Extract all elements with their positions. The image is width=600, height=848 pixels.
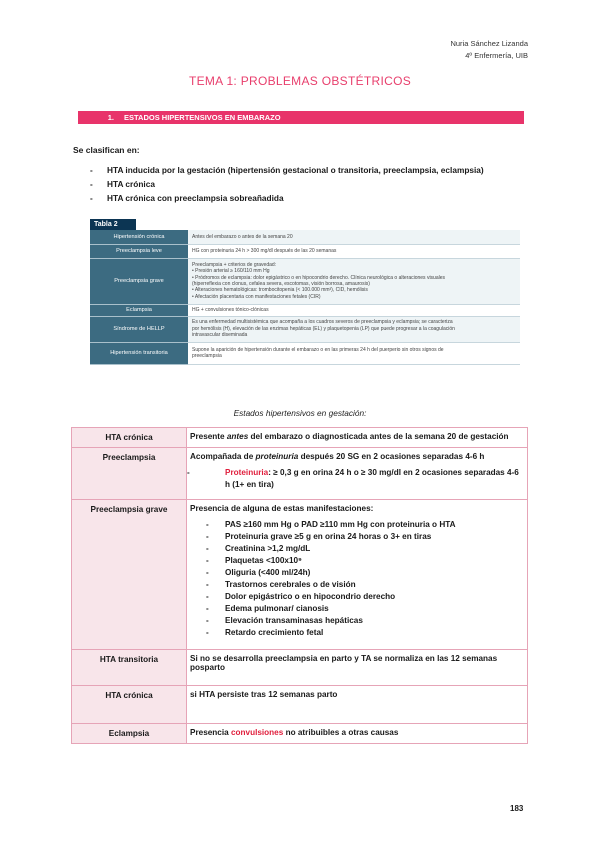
page-number: 183 — [510, 804, 524, 813]
row-label: Hipertensión transitoria — [90, 342, 188, 364]
table-row — [72, 650, 528, 686]
list-item: - Proteinuria grave ≥5 g en orina 24 horas o 3+ en tiras — [206, 532, 432, 541]
row-value: Presencia convulsiones no atribuibles a otras causas — [187, 724, 528, 744]
row-value: Acompañada de proteinuria después 20 SG en 2 ocasiones separadas 4-6 h - Proteinuria: ≥ 0,3 g en orina 24 h o ≥ 30 mg/dl en 2 ocasiones separadas 4-6 h (1+ en tira) — [187, 448, 528, 500]
list-item: - PAS ≥160 mm Hg o PAD ≥110 mm Hg con proteinuria o HTA — [206, 520, 456, 529]
row-value: Si no se desarrolla preeclampsia en parto y TA se normaliza en las 12 semanas posparto — [187, 650, 528, 686]
row-value: Presente antes del embarazo o diagnosticada antes de la semana 20 de gestación — [187, 428, 528, 448]
list-item: - Trastornos cerebrales o de visión — [206, 580, 356, 589]
table-row — [90, 304, 520, 316]
classification-list — [90, 164, 484, 206]
intro-text: Se clasifican en: — [73, 145, 140, 155]
table-row — [90, 258, 520, 304]
table-row — [90, 316, 520, 342]
table-row — [72, 724, 528, 744]
row-value: si HTA persiste tras 12 semanas parto — [187, 686, 528, 724]
row-label: HTA crónica — [72, 686, 187, 724]
row-label: HTA transitoria — [72, 650, 187, 686]
chapter-title: TEMA 1: PROBLEMAS OBSTÉTRICOS — [188, 74, 412, 88]
row-value: Presencia de alguna de estas manifestaciones: - PAS ≥160 mm Hg o PAD ≥110 mm Hg con proteinuria o HTA - Proteinuria grave ≥5 g en orina 24 horas o 3+ en tiras - Creatinina >1,2 mg/dL - Plaquetas <100x10⁹ - Oliguria (<400 ml/24h) - Trastornos cerebrales o de visión - Dolor epigástrico o en hipocondrio derecho - Edema pulmonar/ cianosis - Elevación transaminasas hepáticas - Retardo crecimiento fetal — [187, 500, 528, 650]
hypertensive-states-table — [71, 427, 528, 744]
tabla-2-figure — [90, 219, 520, 365]
page-header — [450, 38, 528, 62]
table-row — [90, 230, 520, 244]
course-name: 4º Enfermería, UIB — [465, 51, 528, 60]
row-label: Preeclampsia — [72, 448, 187, 500]
row-label: Eclampsia — [90, 304, 188, 316]
list-item: - Retardo crecimiento fetal — [206, 628, 324, 637]
row-label: Eclampsia — [72, 724, 187, 744]
table-row — [72, 428, 528, 448]
table-row — [72, 448, 528, 500]
section-heading — [78, 111, 524, 124]
row-label: Síndrome de HELLP — [90, 316, 188, 342]
section-label: ESTADOS HIPERTENSIVOS EN EMBARAZO — [124, 113, 281, 122]
row-value: Antes del embarazo o antes de la semana 20 — [188, 230, 520, 244]
row-label: Preeclampsia leve — [90, 244, 188, 258]
table-row — [72, 500, 528, 650]
row-value: HG con proteinuria 24 h > 300 mg/dl después de las 20 semanas — [188, 244, 520, 258]
row-value: Es una enfermedad multisistémica que acompaña a los cuadros severos de preeclampsia y eclampsia; se caracteriza por hemólisis (H), elevación de las enzimas hepáticas (EL) y plaquetopenia (LP) que puede progresar a la coagulación intravascular diseminada — [188, 316, 520, 342]
list-item: - Creatinina >1,2 mg/dL — [206, 544, 311, 553]
list-item: - Edema pulmonar/ cianosis — [206, 604, 329, 613]
table-row — [72, 686, 528, 724]
row-value: Supone la aparición de hipertensión durante el embarazo o en las primeras 24 h del puerperio sin otros signos de preeclampsia — [188, 342, 520, 364]
table-caption: Estados hipertensivos en gestación: — [233, 408, 367, 418]
section-number: 1. — [107, 113, 114, 122]
row-label: Preeclampsia grave — [90, 258, 188, 304]
tabla-2-caption: Tabla 2 — [90, 219, 136, 230]
row-label: Hipertensión crónica — [90, 230, 188, 244]
tabla-2 — [90, 230, 520, 365]
list-item: - HTA inducida por la gestación (hipertensión gestacional o transitoria, preeclampsia, eclampsia) — [90, 165, 484, 175]
criteria-list — [206, 519, 524, 639]
table-row — [90, 244, 520, 258]
list-item: - Elevación transaminasas hepáticas — [206, 616, 363, 625]
row-value: HG + convulsiones tónico-clónicas — [188, 304, 520, 316]
list-item: - Dolor epigástrico o en hipocondrio derecho — [206, 592, 396, 601]
row-value: Preeclampsia + criterios de gravedad: • Presión arterial ≥ 160/110 mm Hg • Pródromos de eclampsia: dolor epigástrico o en hipocondrio derecho. Clínica neurológica o alteraciones visuales (hiperreflexia con clonus, cefalea severa, escotomas, visión borrosa, amaurosis) • Alteraciones hematológicas: trombocitopenia (< 100.000 mm³), CID, hemólisis • Afectación placentaria con manifestaciones fetales (CIR) — [188, 258, 520, 304]
list-item: - Proteinuria: ≥ 0,3 g en orina 24 h o ≥ 30 mg/dl en 2 ocasiones separadas 4-6 h (1+ en tira) — [187, 468, 519, 489]
list-item: - Plaquetas <100x10⁹ — [206, 556, 302, 565]
row-label: Preeclampsia grave — [72, 500, 187, 650]
list-item: - Oliguria (<400 ml/24h) — [206, 568, 311, 577]
author-name: Nuria Sánchez Lizanda — [450, 39, 528, 48]
table-row — [90, 342, 520, 364]
list-item: - HTA crónica con preeclampsia sobreañadida — [90, 193, 284, 203]
row-label: HTA crónica — [72, 428, 187, 448]
list-item: - HTA crónica — [90, 179, 155, 189]
